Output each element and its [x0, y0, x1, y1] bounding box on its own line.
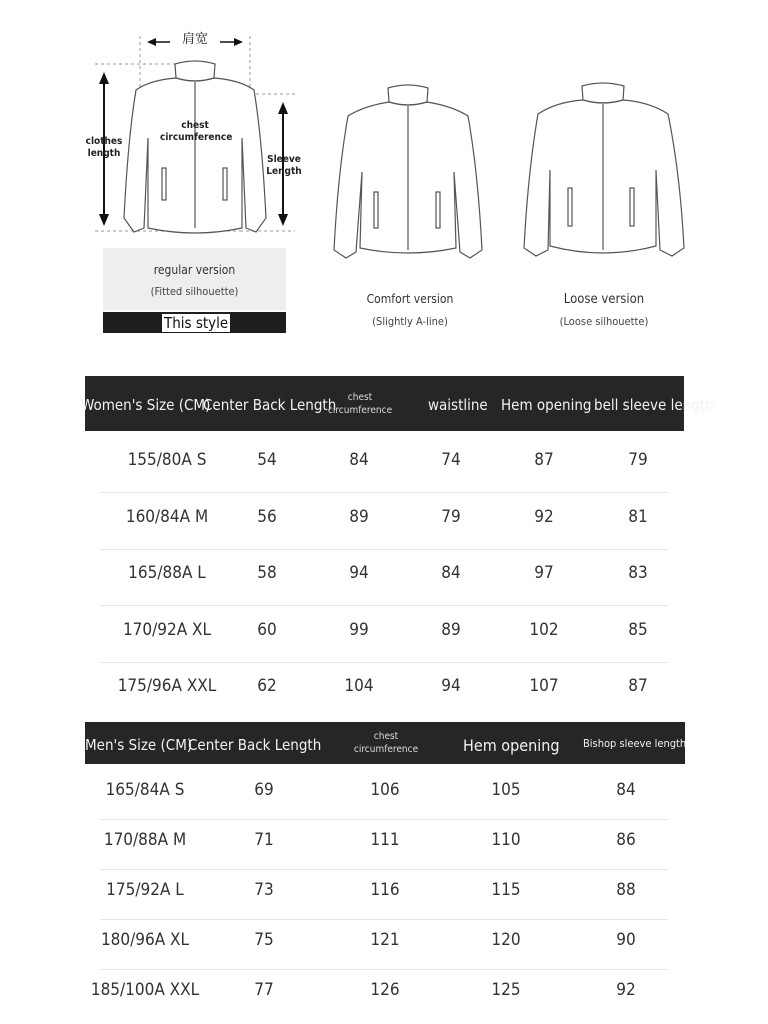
comfort-version-sublabel: (Slightly A-line) [372, 315, 448, 328]
jacket-illustration-comfort [330, 82, 490, 262]
women-cell: 79 [628, 450, 648, 470]
men-cell: 84 [616, 780, 636, 800]
women-cell: 97 [534, 563, 554, 583]
women-header-waistline: waistline [428, 396, 488, 414]
chest-circumference-label: chest circumference [160, 120, 233, 143]
men-cell: 75 [254, 930, 274, 950]
women-cell: 92 [534, 506, 554, 527]
women-cell: 99 [349, 619, 369, 640]
men-cell: 185/100A XXL [90, 980, 200, 1000]
men-cell: 105 [491, 780, 521, 800]
women-header-hem-opening: Hem opening [501, 396, 592, 414]
women-cell: 54 [257, 450, 277, 470]
women-cell: 107 [529, 676, 559, 696]
men-cell: 116 [370, 880, 400, 900]
men-cell: 126 [370, 980, 400, 1000]
women-header-size: Women's Size (CM) [81, 396, 211, 414]
men-cell: 115 [491, 880, 521, 900]
women-cell: 175/96A XXL [117, 676, 217, 696]
women-cell: 84 [441, 563, 461, 583]
men-row-divider [100, 969, 668, 970]
men-cell: 73 [254, 880, 274, 900]
women-cell: 94 [349, 563, 369, 583]
men-cell: 110 [491, 830, 521, 850]
women-cell: 58 [257, 563, 277, 583]
women-row-divider [100, 662, 668, 663]
men-size-table [0, 722, 768, 1022]
men-cell: 86 [616, 830, 636, 850]
men-cell: 165/84A S [105, 780, 185, 800]
women-header-chest: chest circumference [327, 392, 393, 416]
women-cell: 104 [344, 676, 374, 696]
women-cell: 89 [441, 619, 461, 640]
women-header-center-back-length: Center Back Length [203, 396, 337, 414]
clothes-length-label: clothes length [85, 136, 123, 159]
women-cell: 87 [628, 676, 648, 696]
men-row-divider [100, 819, 668, 820]
jacket-diagrams [0, 0, 768, 360]
men-cell: 90 [616, 930, 636, 950]
women-cell: 102 [529, 619, 559, 640]
men-header-size: Men's Size (CM) [85, 736, 193, 754]
women-cell: 83 [628, 563, 648, 583]
men-cell: 125 [491, 980, 521, 1000]
loose-version-label: Loose version [563, 292, 645, 307]
men-table-header [85, 722, 685, 764]
men-cell: 170/88A M [103, 830, 187, 850]
men-cell: 180/96A XL [100, 930, 190, 950]
regular-version-sublabel: (Fitted silhouette) [150, 285, 239, 298]
men-cell: 88 [616, 880, 636, 900]
men-cell: 77 [254, 980, 274, 1000]
women-row-divider [100, 549, 668, 550]
men-header-sleeve-length: Bishop sleeve length [583, 737, 687, 750]
women-table-header [81, 376, 714, 431]
women-cell: 165/88A L [128, 563, 206, 583]
men-header-chest: chest circumference [353, 731, 419, 755]
women-row-divider [100, 492, 668, 493]
women-cell: 79 [441, 506, 461, 527]
women-cell: 87 [534, 450, 554, 470]
regular-version-box [103, 248, 286, 310]
men-cell: 175/92A L [106, 880, 184, 900]
women-cell: 56 [257, 506, 277, 527]
men-header-hem-opening: Hem opening [463, 736, 560, 755]
women-cell: 84 [349, 450, 369, 470]
men-cell: 121 [370, 930, 400, 950]
this-style-tag: This style [164, 314, 229, 332]
women-cell: 160/84A M [125, 506, 209, 527]
women-header-sleeve-length: bell sleeve length [594, 396, 714, 414]
women-cell: 155/80A S [127, 450, 207, 470]
women-cell: 81 [628, 506, 648, 527]
women-cell: 60 [257, 619, 277, 640]
men-header-center-back-length: Center Back Length [188, 736, 322, 754]
men-row-divider [100, 919, 668, 920]
women-size-table [0, 376, 768, 706]
women-cell: 89 [349, 506, 369, 527]
loose-version-sublabel: (Loose silhouette) [559, 315, 649, 328]
sleeve-length-label: Sleeve Length [266, 154, 302, 177]
women-cell: 74 [441, 450, 461, 470]
jacket-illustration-loose [520, 80, 690, 262]
women-cell: 85 [628, 619, 648, 640]
women-cell: 170/92A XL [122, 619, 212, 640]
women-cell: 94 [441, 676, 461, 696]
women-cell: 62 [257, 676, 277, 696]
men-cell: 120 [491, 930, 521, 950]
men-cell: 111 [370, 830, 400, 850]
men-cell: 92 [616, 980, 636, 1000]
women-row-divider [100, 605, 668, 606]
comfort-version-label: Comfort version [366, 292, 454, 306]
men-row-divider [100, 869, 668, 870]
regular-version-label: regular version [153, 263, 236, 277]
shoulder-width-label: 肩宽 [181, 32, 208, 47]
men-cell: 69 [254, 780, 274, 800]
men-cell: 71 [254, 830, 274, 850]
men-cell: 106 [370, 780, 400, 800]
